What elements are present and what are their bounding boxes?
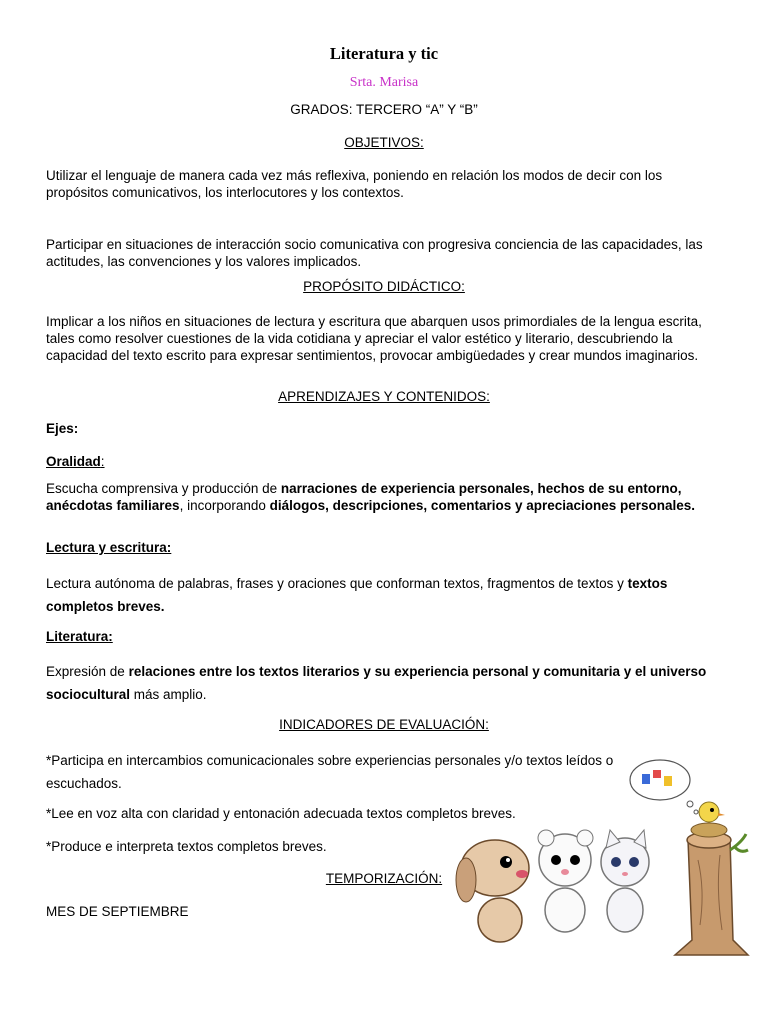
lectura-text-2: textos completos breves.	[46, 576, 668, 614]
literatura-text-1: Expresión de	[46, 664, 129, 679]
literatura-label: Literatura:	[46, 629, 113, 644]
bird-nest-icon	[691, 802, 727, 837]
oralidad-text-4: diálogos, descripciones, comentarios y apreciaciones personales.	[269, 498, 696, 513]
purpose-heading: PROPÓSITO DIDÁCTICO:	[303, 279, 465, 294]
objective-2: Participar en situaciones de interacción socio comunicativa con progresiva conciencia de las capacidades, las actitudes, las convenciones y los valores implicados.	[46, 237, 703, 269]
indicator-3: *Produce e interpreta textos completos breves.	[46, 839, 327, 854]
ejes-label: Ejes:	[46, 421, 79, 436]
oralidad-text-1: Escucha comprensiva y producción de	[46, 481, 281, 496]
oralidad-colon: :	[100, 454, 105, 469]
thought-bubble-icon	[630, 760, 698, 814]
document-title: Literatura y tic	[329, 44, 439, 63]
teacher-name: Srta. Marisa	[349, 75, 419, 90]
literatura-text-2: relaciones entre los textos literarios y su experiencia personal y comunitaria y el universo sociocultural	[46, 664, 707, 702]
timing-text: MES DE SEPTIEMBRE	[46, 904, 189, 919]
objective-1: Utilizar el lenguaje de manera cada vez más reflexiva, poniendo en relación los modos de decir con los propósitos comunicativos, los interlocutores y los contextos.	[46, 168, 663, 200]
oralidad-text-3: , incorporando	[179, 498, 270, 513]
kitten-icon	[601, 830, 649, 932]
puppy-icon	[456, 840, 529, 942]
indicator-2: *Lee en voz alta con claridad y entonación adecuada textos completos breves.	[46, 806, 516, 821]
oralidad-text	[46, 480, 718, 514]
oralidad-label-line	[46, 454, 105, 469]
timing-heading: TEMPORIZACIÓN:	[325, 871, 443, 886]
lectura-text-1: Lectura autónoma de palabras, frases y oraciones que conforman textos, fragmentos de textos y	[46, 576, 628, 591]
grades-line: GRADOS: TERCERO “A” Y “B”	[290, 102, 478, 117]
indicators-heading: INDICADORES DE EVALUACIÓN:	[279, 717, 489, 732]
literatura-text	[46, 660, 718, 706]
cartoon-animals-illustration	[430, 750, 760, 965]
white-cub-icon	[538, 830, 593, 932]
lectura-label: Lectura y escritura:	[46, 540, 172, 555]
indicator-1: *Participa en intercambios comunicacionales sobre experiencias personales y/o textos leídos o escuchados.	[46, 753, 614, 791]
objectives-heading: OBJETIVOS:	[344, 135, 424, 150]
tree-stump-icon	[675, 832, 748, 955]
literatura-text-3: más amplio.	[130, 687, 207, 702]
oralidad-text-2: narraciones de experiencia personales, hechos de su entorno, anécdotas familiares	[46, 481, 682, 513]
purpose-text: Implicar a los niños en situaciones de lectura y escritura que abarquen usos primordiales de la lengua escrita, tales como resolver cuestiones de la vida cotidiana y apreciar el valor estético y literario, descubriendo la capacidad del texto escrito para expresar sentimientos, provocar ambigüedades y crear mundos imaginarios.	[46, 314, 702, 363]
learning-heading: APRENDIZAJES Y CONTENIDOS:	[278, 389, 490, 404]
lectura-text	[46, 572, 718, 618]
oralidad-label: Oralidad	[46, 454, 101, 469]
